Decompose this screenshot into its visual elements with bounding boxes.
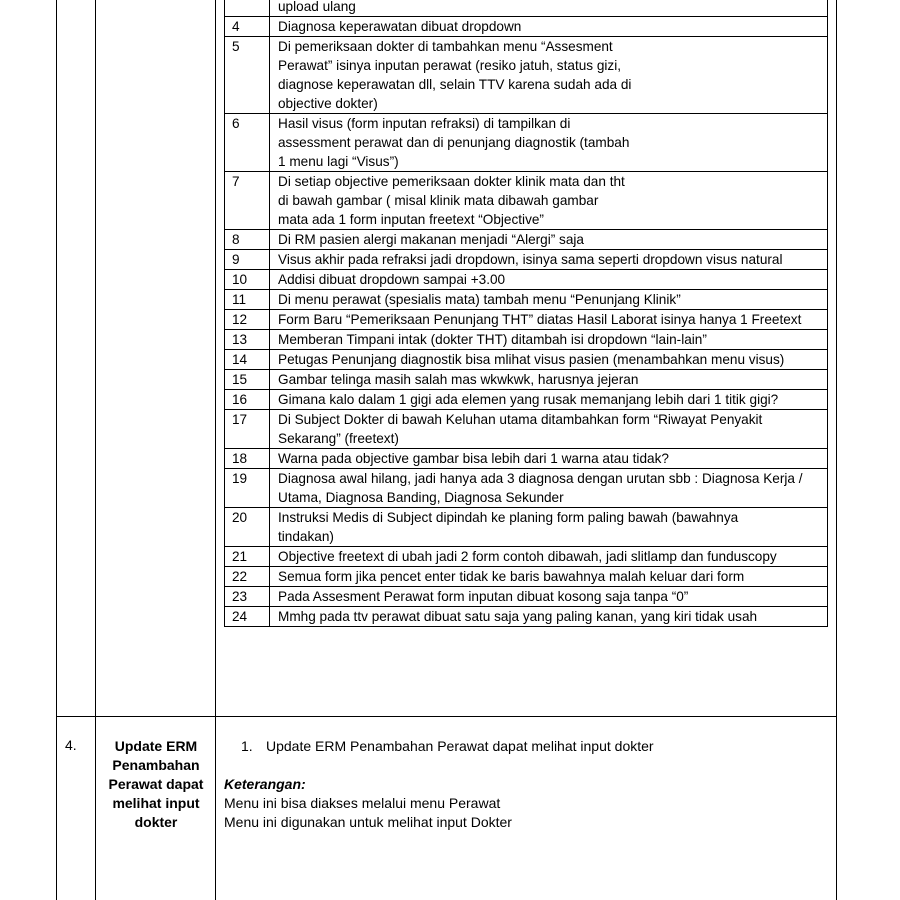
table-row [225,230,828,250]
table-row [225,0,828,17]
row-number: 9 [225,250,270,270]
section-title-line: Perawat dapat [108,776,204,792]
row-text: Addisi dibuat dropdown sampai +3.00 [270,270,828,290]
row-text: Objective freetext di ubah jadi 2 form contoh dibawah, jadi slitlamp dan funduscopy [270,547,828,567]
row-number: 21 [225,547,270,567]
table-row [225,587,828,607]
row-number: 13 [225,330,270,350]
row-number: 4 [225,17,270,37]
row-number: 14 [225,350,270,370]
row-text: Visus akhir pada refraksi jadi dropdown, isinya sama seperti dropdown visus natural [270,250,828,270]
table-row [225,607,828,627]
row-text: Diagnosa awal hilang, jadi hanya ada 3 diagnosa dengan urutan sbb : Diagnosa Kerja / Utama, Diagnosa Banding, Diagnosa Sekunder [270,469,828,508]
row-text: Warna pada objective gambar bisa lebih dari 1 warna atau tidak? [270,449,828,469]
outer-border-right [836,0,837,900]
table-row [225,290,828,310]
table-row [225,390,828,410]
section-title-line: melihat input [112,795,200,811]
note-label: Keterangan: [224,776,306,792]
section-description [224,737,654,832]
note-line: Menu ini digunakan untuk melihat input Dokter [224,814,512,830]
row-text: Gimana kalo dalam 1 gigi ada elemen yang rusak memanjang lebih dari 1 titik gigi? [270,390,828,410]
table-row [225,114,828,172]
table-row [225,270,828,290]
table-row [225,350,828,370]
row-text: Di pemeriksaan dokter di tambahkan menu “Assesment Perawat” isinya inputan perawat (resiko jatuh, status gizi, diagnose keperawatan dll, selain TTV karena sudah ada di objective dokter) [270,37,828,114]
row-text: Diagnosa keperawatan dibuat dropdown [270,17,828,37]
row-number: 12 [225,310,270,330]
table-row [225,547,828,567]
row-text: upload ulang [270,0,828,17]
row-number: 10 [225,270,270,290]
table-row [225,250,828,270]
section-title-line: Penambahan [112,757,200,773]
row-text: Memberan Timpani intak (dokter THT) ditambah isi dropdown “lain-lain” [270,330,828,350]
row-number: 16 [225,390,270,410]
table-row [225,310,828,330]
revision-table [224,0,828,627]
row-number [225,0,270,17]
outer-divider-title [215,0,216,900]
row-number: 17 [225,410,270,449]
section-title-line: dokter [134,814,178,830]
section-title [97,737,215,832]
row-number: 15 [225,370,270,390]
row-text: Di Subject Dokter di bawah Keluhan utama ditambahkan form “Riwayat Penyakit Sekarang” (freetext) [270,410,828,449]
table-row [225,469,828,508]
table-row [225,567,828,587]
list-item-text: Update ERM Penambahan Perawat dapat melihat input dokter [266,738,654,754]
row-text: Petugas Penunjang diagnostik bisa mlihat visus pasien (menambahkan menu visus) [270,350,828,370]
table-row [225,330,828,350]
row-text: Hasil visus (form inputan refraksi) di tampilkan di assessment perawat dan di penunjang diagnostik (tambah 1 menu lagi “Visus”) [270,114,828,172]
row-number: 5 [225,37,270,114]
row-text: Form Baru “Pemeriksaan Penunjang THT” diatas Hasil Laborat isinya hanya 1 Freetext [270,310,828,330]
outer-border-left [56,0,57,900]
table-row [225,449,828,469]
row-number: 20 [225,508,270,547]
outer-row-divider [56,716,836,717]
row-number: 8 [225,230,270,250]
row-number: 7 [225,172,270,230]
table-row [225,370,828,390]
row-number: 24 [225,607,270,627]
row-text: Instruksi Medis di Subject dipindah ke planing form paling bawah (bawahnya tindakan) [270,508,828,547]
row-text: Pada Assesment Perawat form inputan dibuat kosong saja tanpa “0” [270,587,828,607]
row-number: 11 [225,290,270,310]
section-number: 4. [65,737,77,753]
row-number: 6 [225,114,270,172]
row-text: Semua form jika pencet enter tidak ke baris bawahnya malah keluar dari form [270,567,828,587]
row-text: Di setiap objective pemeriksaan dokter klinik mata dan tht di bawah gambar ( misal klinik mata dibawah gambar mata ada 1 form inputan freetext “Objective” [270,172,828,230]
table-row [225,17,828,37]
table-row [225,410,828,449]
row-text: Gambar telinga masih salah mas wkwkwk, harusnya jejeran [270,370,828,390]
row-number: 22 [225,567,270,587]
row-number: 23 [225,587,270,607]
list-item-number: 1. [241,738,253,754]
outer-divider-number [95,0,96,900]
row-text: Di menu perawat (spesialis mata) tambah menu “Penunjang Klinik” [270,290,828,310]
table-row [225,508,828,547]
row-number: 19 [225,469,270,508]
table-row [225,172,828,230]
row-text: Mmhg pada ttv perawat dibuat satu saja yang paling kanan, yang kiri tidak usah [270,607,828,627]
row-text: Di RM pasien alergi makanan menjadi “Alergi” saja [270,230,828,250]
section-title-line: Update ERM [114,738,198,754]
list-item [224,737,654,756]
note-line: Menu ini bisa diakses melalui menu Perawat [224,795,501,811]
table-row [225,37,828,114]
row-number: 18 [225,449,270,469]
